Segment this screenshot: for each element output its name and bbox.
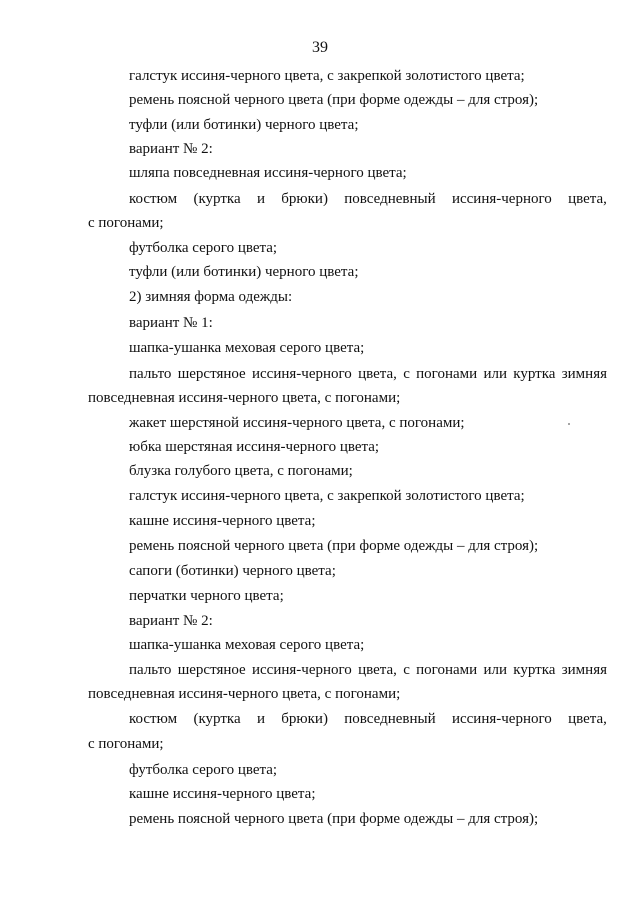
line-word: с	[403, 662, 410, 678]
text-line: ремень поясной черного цвета (при форме одежды – для строя);	[129, 92, 539, 108]
line-word: иссиня-черного	[451, 191, 552, 207]
line-word: иссиня-черного	[252, 662, 352, 678]
text-line: сапоги (ботинки) черного цвета;	[129, 563, 336, 579]
text-line: юбка шерстяная иссиня-черного цвета;	[129, 439, 380, 455]
line-word: брюки)	[281, 711, 328, 727]
text-line: повседневная иссиня-черного цвета, с погонами;	[88, 686, 401, 702]
line-word: повседневный	[344, 191, 436, 207]
text-line: кашне иссиня-черного цвета;	[129, 513, 316, 529]
line-word: цвета,	[358, 662, 397, 678]
line-word: иссиня-черного	[252, 366, 352, 382]
text-line	[129, 661, 607, 679]
line-word: и	[256, 711, 265, 727]
text-line: галстук иссиня-черного цвета, с закрепкой золотистого цвета;	[129, 488, 525, 504]
line-word: костюм	[129, 191, 178, 207]
line-word: с	[403, 366, 410, 382]
text-line: повседневная иссиня-черного цвета, с погонами;	[88, 390, 401, 406]
text-line: кашне иссиня-черного цвета;	[129, 786, 316, 802]
text-line: вариант № 1:	[129, 315, 213, 331]
text-line: галстук иссиня-черного цвета, с закрепкой золотистого цвета;	[129, 68, 525, 84]
line-word: зимняя	[561, 662, 607, 678]
line-word: шерстяное	[177, 662, 246, 678]
line-word: погонами	[416, 366, 478, 382]
text-line: шапка-ушанка меховая серого цвета;	[129, 340, 365, 356]
line-word: цвета,	[358, 366, 397, 382]
text-line: ремень поясной черного цвета (при форме одежды – для строя);	[129, 538, 539, 554]
text-line: туфли (или ботинки) черного цвета;	[129, 264, 359, 280]
text-line: вариант № 2:	[129, 613, 213, 629]
line-word: (куртка	[193, 191, 241, 207]
page-number: 39	[312, 39, 328, 56]
text-line	[129, 710, 607, 728]
text-line: блузка голубого цвета, с погонами;	[129, 463, 353, 479]
text-line: футболка серого цвета;	[129, 240, 278, 256]
line-word: цвета,	[568, 191, 607, 207]
text-line	[129, 190, 607, 208]
text-line: 2) зимняя форма одежды:	[129, 289, 293, 305]
line-word: или	[483, 366, 507, 382]
text-line: туфли (или ботинки) черного цвета;	[129, 117, 359, 133]
line-word: костюм	[129, 711, 178, 727]
text-line: перчатки черного цвета;	[129, 588, 284, 604]
line-word: шерстяное	[177, 366, 246, 382]
line-word: пальто	[129, 366, 172, 382]
line-word: пальто	[129, 662, 172, 678]
text-line: футболка серого цвета;	[129, 762, 278, 778]
text-line: шляпа повседневная иссиня-черного цвета;	[129, 165, 407, 181]
text-line: шапка-ушанка меховая серого цвета;	[129, 637, 365, 653]
line-word: (куртка	[193, 711, 241, 727]
line-word: куртка	[513, 662, 556, 678]
line-word: куртка	[513, 366, 556, 382]
text-line	[129, 365, 607, 383]
text-line: с погонами;	[88, 215, 164, 231]
line-word: или	[483, 662, 507, 678]
text-line: с погонами;	[88, 736, 164, 752]
line-word: брюки)	[281, 191, 328, 207]
text-line: вариант № 2:	[129, 141, 213, 157]
line-word: иссиня-черного	[451, 711, 552, 727]
line-word: цвета,	[568, 711, 607, 727]
line-word: повседневный	[344, 711, 436, 727]
scan-speck	[568, 423, 570, 425]
line-word: погонами	[416, 662, 478, 678]
line-word: и	[256, 191, 265, 207]
text-line: ремень поясной черного цвета (при форме одежды – для строя);	[129, 811, 539, 827]
text-line: жакет шерстяной иссиня-черного цвета, с погонами;	[129, 415, 465, 431]
line-word: зимняя	[561, 366, 607, 382]
